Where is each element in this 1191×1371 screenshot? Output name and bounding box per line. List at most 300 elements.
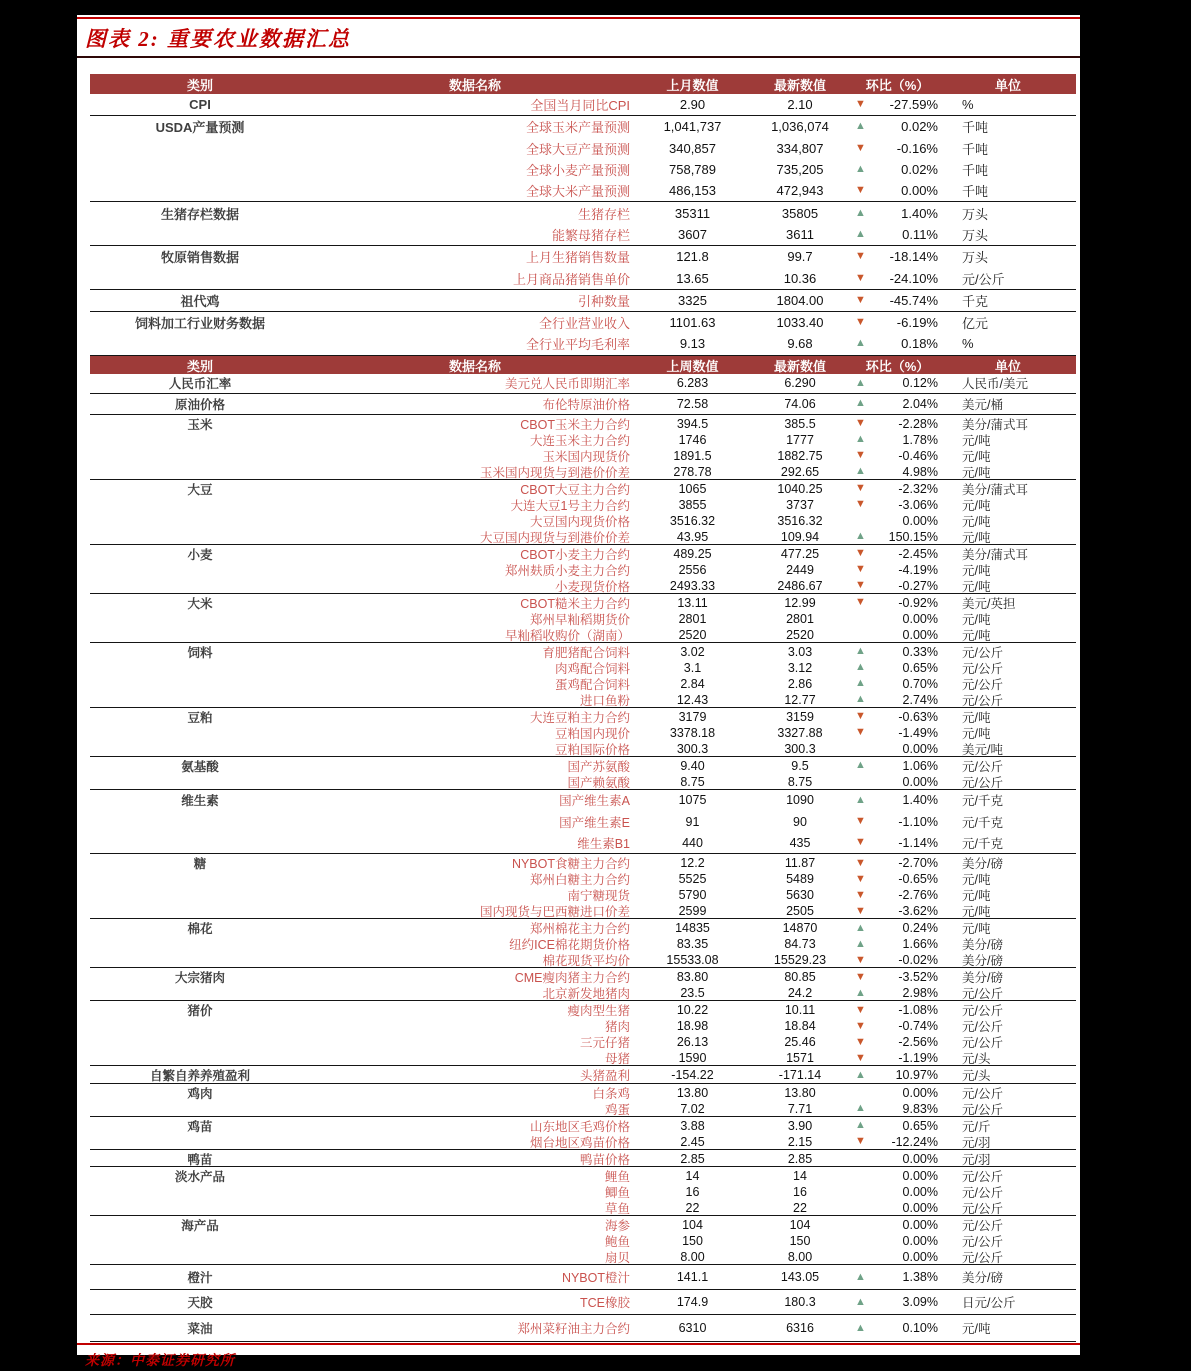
category-cell: 鸭苗 (187, 1152, 213, 1167)
change-cell (855, 1201, 940, 1215)
unit-cell: 千吨 (962, 184, 989, 200)
prev-value-cell: 72.58 (676, 396, 709, 411)
latest-value-cell: 300.3 (784, 741, 816, 756)
category-cell: 棉花 (187, 922, 213, 937)
unit-cell: 元/吨 (962, 612, 991, 627)
prev-value-cell: 150 (682, 1234, 703, 1249)
latest-value-cell: 2505 (786, 904, 814, 919)
table-row (90, 512, 1076, 528)
prev-value-cell: 43.95 (676, 529, 709, 544)
table-header-row (90, 74, 1076, 94)
change-percent: 3.09% (902, 1295, 938, 1310)
table-row (90, 159, 1076, 180)
latest-value-cell: 2.10 (787, 97, 813, 113)
data-name-cell: 全球大豆产量预测 (525, 141, 630, 157)
change-cell (855, 1068, 940, 1082)
data-name-cell: CME瘦肉猪主力合约 (514, 971, 630, 986)
data-name-cell: 草鱼 (604, 1202, 630, 1217)
change-cell (855, 836, 940, 850)
up-arrow-icon: ▲ (855, 465, 866, 478)
prev-value-cell: 12.2 (680, 856, 705, 871)
latest-value-cell: 3159 (786, 709, 814, 724)
data-name-cell: 郑州早籼稻期货价 (529, 612, 630, 627)
change-cell (855, 119, 940, 134)
data-name-cell: 国产赖氨酸 (567, 775, 630, 790)
down-arrow-icon: ▼ (855, 563, 866, 576)
category-cell: 大米 (187, 596, 213, 611)
latest-value-cell: 14870 (782, 921, 818, 936)
report-content-panel (77, 15, 1080, 1369)
prev-value-cell: 758,789 (669, 162, 716, 178)
prev-value-cell: 2801 (678, 611, 707, 626)
table-row (90, 1183, 1076, 1199)
category-cell: 饲料加工行业财务数据 (134, 316, 265, 332)
change-cell (855, 1051, 940, 1065)
latest-value-cell: 472,943 (776, 183, 824, 199)
change-cell (855, 465, 940, 479)
table-row (90, 773, 1076, 789)
data-name-cell: 小麦现货价格 (554, 579, 630, 594)
category-group (90, 374, 1076, 395)
category-cell: 生猪存栏数据 (160, 206, 239, 222)
unit-cell: 美分/磅 (962, 954, 1003, 969)
category-cell: 猪价 (187, 1004, 213, 1019)
prev-value-cell: 2.45 (680, 1134, 705, 1149)
prev-value-cell: 2520 (678, 627, 707, 642)
latest-value-cell: 99.7 (787, 249, 813, 265)
latest-value-cell: 3327.88 (777, 725, 823, 740)
table-row (90, 757, 1076, 773)
table-row (90, 935, 1076, 951)
unit-cell: 美元/英担 (962, 596, 1016, 611)
prev-value-cell: 14835 (675, 921, 710, 936)
change-percent: -1.08% (898, 1003, 938, 1018)
prev-value-cell: 440 (682, 835, 703, 850)
change-percent: -2.45% (898, 546, 938, 561)
prev-value-cell: 6.283 (676, 376, 709, 391)
change-percent: 2.98% (902, 986, 938, 1001)
category-cell: 大宗猪肉 (174, 971, 225, 986)
latest-value-cell: 3611 (786, 226, 814, 242)
category-group (90, 1216, 1076, 1265)
change-percent: 0.00% (902, 1185, 938, 1200)
unit-cell: 元/公斤 (962, 661, 1003, 676)
table-row (90, 431, 1076, 447)
change-percent: 0.00% (902, 774, 938, 789)
change-cell (855, 293, 940, 308)
up-arrow-icon: ▲ (855, 530, 866, 543)
change-percent: -2.70% (898, 856, 938, 871)
change-percent: 0.12% (902, 376, 938, 391)
data-name-cell: 北京新发地猪肉 (542, 987, 630, 1002)
prev-value-cell: 1065 (678, 481, 707, 496)
data-name-cell: 母猪 (604, 1052, 630, 1067)
change-cell (855, 315, 940, 330)
column-header: 最新数值 (773, 358, 826, 374)
unit-cell: 美分/蒲式耳 (962, 482, 1028, 497)
data-name-cell: 海参 (604, 1219, 630, 1234)
change-percent: 0.02% (901, 119, 938, 135)
prev-value-cell: 15533.08 (666, 953, 719, 968)
category-group (90, 1117, 1076, 1150)
unit-cell: 元/公斤 (962, 1004, 1003, 1019)
change-cell (855, 677, 940, 691)
change-percent: 0.00% (902, 1169, 938, 1184)
prev-value-cell: 16 (685, 1185, 700, 1200)
latest-value-cell: 2801 (786, 611, 814, 626)
unit-cell: 元/公斤 (962, 1202, 1003, 1217)
data-tables (90, 74, 1076, 1342)
data-name-cell: 扇贝 (604, 1251, 630, 1266)
change-cell (855, 986, 940, 1000)
category-cell: 祖代鸡 (180, 293, 220, 309)
prev-value-cell: 1590 (678, 1051, 707, 1066)
up-arrow-icon: ▲ (855, 1068, 866, 1081)
unit-cell: 元/公斤 (962, 1186, 1003, 1201)
change-percent: 0.00% (902, 1234, 938, 1249)
change-cell (855, 1102, 940, 1116)
prev-value-cell: 13.80 (676, 1085, 709, 1100)
unit-cell: 元/公斤 (962, 759, 1003, 774)
table-row (90, 290, 1076, 311)
up-arrow-icon: ▲ (855, 227, 866, 240)
table-row (90, 312, 1076, 333)
table-row (90, 447, 1076, 463)
change-percent: -18.14% (889, 249, 938, 265)
prev-value-cell: 3378.18 (669, 725, 716, 740)
data-name-cell: 布伦特原油价格 (542, 397, 630, 412)
unit-cell: 亿元 (962, 316, 989, 332)
category-cell: 大豆 (187, 482, 213, 497)
latest-value-cell: 1033.40 (776, 315, 824, 331)
latest-value-cell: 1090 (786, 793, 814, 808)
change-cell (855, 970, 940, 984)
data-name-cell: 国内现货与巴西糖进口价差 (479, 905, 630, 920)
unit-cell: 千克 (962, 293, 989, 309)
down-arrow-icon: ▼ (855, 293, 866, 306)
table-row (90, 951, 1076, 967)
change-cell (855, 953, 940, 967)
change-percent: 0.00% (902, 1250, 938, 1265)
unit-cell: 千吨 (962, 141, 989, 157)
change-cell (855, 530, 940, 544)
category-group (90, 643, 1076, 708)
change-percent: 0.24% (902, 921, 938, 936)
latest-value-cell: 435 (789, 835, 811, 850)
change-percent: 150.15% (888, 529, 938, 544)
latest-value-cell: 22 (793, 1201, 807, 1216)
up-arrow-icon: ▲ (855, 921, 866, 934)
data-name-cell: 郑州棉花主力合约 (529, 922, 630, 937)
category-cell: 人民币汇率 (168, 377, 232, 392)
change-cell (855, 563, 940, 577)
data-name-cell: 鲫鱼 (604, 1186, 630, 1201)
latest-value-cell: 3.03 (787, 644, 813, 659)
change-percent: 0.11% (902, 226, 938, 242)
change-cell (855, 579, 940, 593)
up-arrow-icon: ▲ (855, 397, 866, 410)
change-cell (855, 888, 940, 902)
unit-cell: 元/千克 (962, 836, 1003, 851)
data-name-cell: 大连豆粕主力合约 (529, 710, 630, 725)
column-header: 类别 (186, 358, 213, 374)
prev-value-cell: 3.1 (683, 660, 702, 675)
table-row (90, 659, 1076, 675)
change-cell (855, 206, 940, 221)
category-cell: 豆粕 (187, 710, 213, 725)
data-name-cell: 国产维生素A (559, 794, 630, 809)
change-cell (855, 645, 940, 659)
category-group (90, 919, 1076, 968)
down-arrow-icon: ▼ (855, 726, 866, 739)
table-row (90, 1167, 1076, 1183)
table-row (90, 1049, 1076, 1065)
category-cell: 饲料 (187, 645, 213, 660)
data-name-cell: 三元仔猪 (579, 1036, 630, 1051)
category-cell: 氨基酸 (181, 759, 219, 774)
unit-cell: % (962, 97, 974, 113)
change-cell (855, 336, 940, 351)
change-cell (855, 1019, 940, 1033)
category-group (90, 94, 1076, 116)
up-arrow-icon: ▲ (855, 433, 866, 446)
up-arrow-icon: ▲ (855, 120, 866, 133)
unit-cell: 元/公斤 (962, 1020, 1003, 1035)
unit-cell: 元/头 (962, 1069, 991, 1084)
table-row (90, 610, 1076, 626)
category-group (90, 1315, 1076, 1342)
table-row (90, 374, 1076, 394)
data-name-cell: 大豆国内现货价格 (529, 514, 630, 529)
column-header: 单位 (994, 77, 1021, 93)
change-cell (855, 661, 940, 675)
change-cell (855, 1295, 940, 1309)
unit-cell: 元/公斤 (962, 1251, 1003, 1266)
column-header: 数据名称 (448, 77, 501, 93)
change-cell (855, 1218, 940, 1232)
unit-cell: 美分/磅 (962, 1271, 1003, 1286)
data-name-cell: 白条鸡 (592, 1086, 630, 1101)
prev-value-cell: 1,041,737 (663, 119, 722, 135)
up-arrow-icon: ▲ (855, 677, 866, 690)
latest-value-cell: 84.73 (784, 937, 816, 952)
prev-value-cell: 2556 (678, 562, 707, 577)
data-name-cell: 鲤鱼 (604, 1170, 630, 1185)
unit-cell: 元/斤 (962, 1119, 991, 1134)
up-arrow-icon: ▲ (855, 163, 866, 176)
change-percent: 0.00% (902, 1085, 938, 1100)
table-row (90, 1117, 1076, 1133)
data-name-cell: CBOT玉米主力合约 (520, 417, 630, 432)
change-percent: 2.04% (902, 396, 938, 411)
unit-cell: 元/吨 (962, 579, 991, 594)
table-row (90, 1315, 1076, 1341)
unit-cell: 元/吨 (962, 433, 991, 448)
change-cell (855, 742, 940, 756)
change-cell (855, 449, 940, 463)
prev-value-cell: 91 (685, 814, 700, 829)
unit-cell: 美分/磅 (962, 857, 1003, 872)
change-percent: 0.00% (902, 1151, 938, 1166)
change-percent: 1.40% (901, 205, 938, 221)
latest-value-cell: 6316 (786, 1321, 814, 1336)
up-arrow-icon: ▲ (855, 986, 866, 999)
table-row (90, 691, 1076, 707)
table-row (90, 1216, 1076, 1232)
unit-cell: 元/千克 (962, 815, 1003, 830)
unit-cell: 美元/桶 (962, 397, 1003, 412)
change-cell (855, 872, 940, 886)
prev-value-cell: 489.25 (673, 546, 712, 561)
change-cell (855, 97, 940, 112)
change-percent: -0.02% (898, 953, 938, 968)
table-row (90, 267, 1076, 288)
data-name-cell: 山东地区毛鸡价格 (529, 1119, 630, 1134)
unit-cell: 美分/蒲式耳 (962, 547, 1028, 562)
prev-value-cell: 104 (682, 1218, 703, 1233)
change-percent: -4.19% (898, 562, 938, 577)
change-percent: -24.10% (889, 270, 938, 286)
change-percent: -0.92% (898, 595, 938, 610)
prev-value-cell: -154.22 (671, 1068, 714, 1083)
category-cell: 海产品 (181, 1219, 219, 1234)
latest-value-cell: 10.36 (783, 270, 817, 286)
category-cell: 鸡苗 (187, 1119, 213, 1134)
data-name-cell: 鸭苗价格 (579, 1152, 630, 1167)
table-row (90, 919, 1076, 935)
down-arrow-icon: ▼ (855, 316, 866, 329)
table-row (90, 333, 1076, 354)
unit-cell: 元/公斤 (962, 1086, 1003, 1101)
change-cell (855, 547, 940, 561)
table-row (90, 854, 1076, 870)
change-percent: -2.32% (898, 481, 938, 496)
category-group (90, 968, 1076, 1001)
prev-value-cell: 2.85 (680, 1151, 705, 1166)
latest-value-cell: 292.65 (780, 464, 820, 479)
unit-cell: 元/吨 (962, 726, 991, 741)
latest-value-cell: -171.14 (778, 1068, 822, 1083)
change-cell (855, 775, 940, 789)
data-name-cell: 进口鱼粉 (579, 693, 630, 708)
down-arrow-icon: ▼ (855, 417, 866, 430)
change-cell (855, 376, 940, 390)
table-row (90, 463, 1076, 479)
prev-value-cell: 5790 (678, 888, 707, 903)
data-name-cell: 豆粕国际价格 (554, 742, 630, 757)
latest-value-cell: 2.85 (787, 1151, 813, 1166)
change-percent: 1.66% (902, 937, 938, 952)
unit-cell: 美分/磅 (962, 971, 1003, 986)
change-percent: -0.63% (898, 709, 938, 724)
unit-cell: 人民币/美元 (962, 377, 1028, 392)
change-percent: 0.00% (902, 1201, 938, 1216)
category-cell: 原油价格 (174, 397, 225, 412)
prev-value-cell: 9.40 (680, 758, 705, 773)
data-name-cell: 全行业平均毛利率 (525, 337, 630, 353)
monthly-data-table (90, 74, 1076, 356)
change-cell (855, 937, 940, 951)
change-percent: 0.65% (902, 1118, 938, 1133)
table-row (90, 224, 1076, 245)
category-group (90, 1001, 1076, 1066)
data-name-cell: 玉米国内现货价 (542, 449, 630, 464)
prev-value-cell: 12.43 (676, 692, 709, 707)
data-name-cell: 生猪存栏 (577, 206, 630, 222)
down-arrow-icon: ▼ (855, 498, 866, 511)
category-group (90, 1150, 1076, 1168)
prev-value-cell: 9.13 (679, 336, 706, 352)
change-percent: -3.62% (898, 904, 938, 919)
latest-value-cell: 9.68 (787, 336, 813, 352)
table-row (90, 1150, 1076, 1167)
down-arrow-icon: ▼ (855, 856, 866, 869)
latest-value-cell: 735,205 (776, 162, 824, 178)
data-name-cell: CBOT大豆主力合约 (520, 482, 630, 497)
category-group (90, 545, 1076, 594)
category-group (90, 1167, 1076, 1216)
change-percent: 9.83% (902, 1101, 938, 1116)
unit-cell: 元/公斤 (962, 1102, 1003, 1117)
column-header: 环比（%） (865, 77, 930, 93)
unit-cell: 万头 (962, 227, 989, 243)
down-arrow-icon: ▼ (855, 970, 866, 983)
unit-cell: 美分/蒲式耳 (962, 417, 1028, 432)
latest-value-cell: 14 (793, 1169, 807, 1184)
down-arrow-icon: ▼ (855, 547, 866, 560)
up-arrow-icon: ▲ (855, 693, 866, 706)
latest-value-cell: 16 (793, 1185, 807, 1200)
prev-value-cell: 2.90 (679, 97, 706, 113)
data-name-cell: 郑州麸质小麦主力合约 (504, 563, 630, 578)
up-arrow-icon: ▲ (855, 645, 866, 658)
change-percent: -27.59% (889, 97, 938, 113)
column-header: 单位 (994, 358, 1021, 374)
table-row (90, 1290, 1076, 1315)
table-row (90, 708, 1076, 724)
change-percent: 0.00% (902, 741, 938, 756)
change-percent: -6.19% (896, 315, 938, 331)
column-header: 数据名称 (448, 358, 501, 374)
change-percent: -0.46% (898, 448, 938, 463)
prev-value-cell: 35311 (674, 205, 711, 221)
unit-cell: 元/公斤 (962, 693, 1003, 708)
up-arrow-icon: ▲ (855, 1321, 866, 1334)
category-group (90, 790, 1076, 855)
change-cell (855, 141, 940, 156)
prev-value-cell: 14 (685, 1169, 700, 1184)
prev-value-cell: 3607 (678, 226, 707, 242)
prev-value-cell: 3.88 (680, 1118, 705, 1133)
change-percent: 2.74% (902, 692, 938, 707)
category-cell: 小麦 (187, 547, 213, 562)
change-percent: 1.38% (902, 1270, 938, 1285)
change-percent: -2.56% (898, 1035, 938, 1050)
change-percent: 1.78% (902, 432, 938, 447)
up-arrow-icon: ▲ (855, 759, 866, 772)
change-cell (855, 921, 940, 935)
table-row (90, 1017, 1076, 1033)
down-arrow-icon: ▼ (855, 141, 866, 154)
latest-value-cell: 80.85 (784, 970, 816, 985)
table-row (90, 832, 1076, 853)
category-cell: 维生素 (181, 794, 219, 809)
latest-value-cell: 25.46 (784, 1035, 816, 1050)
unit-cell: 元/公斤 (962, 1170, 1003, 1185)
change-percent: 0.65% (902, 660, 938, 675)
category-group (90, 757, 1076, 790)
change-percent: 1.40% (902, 793, 938, 808)
